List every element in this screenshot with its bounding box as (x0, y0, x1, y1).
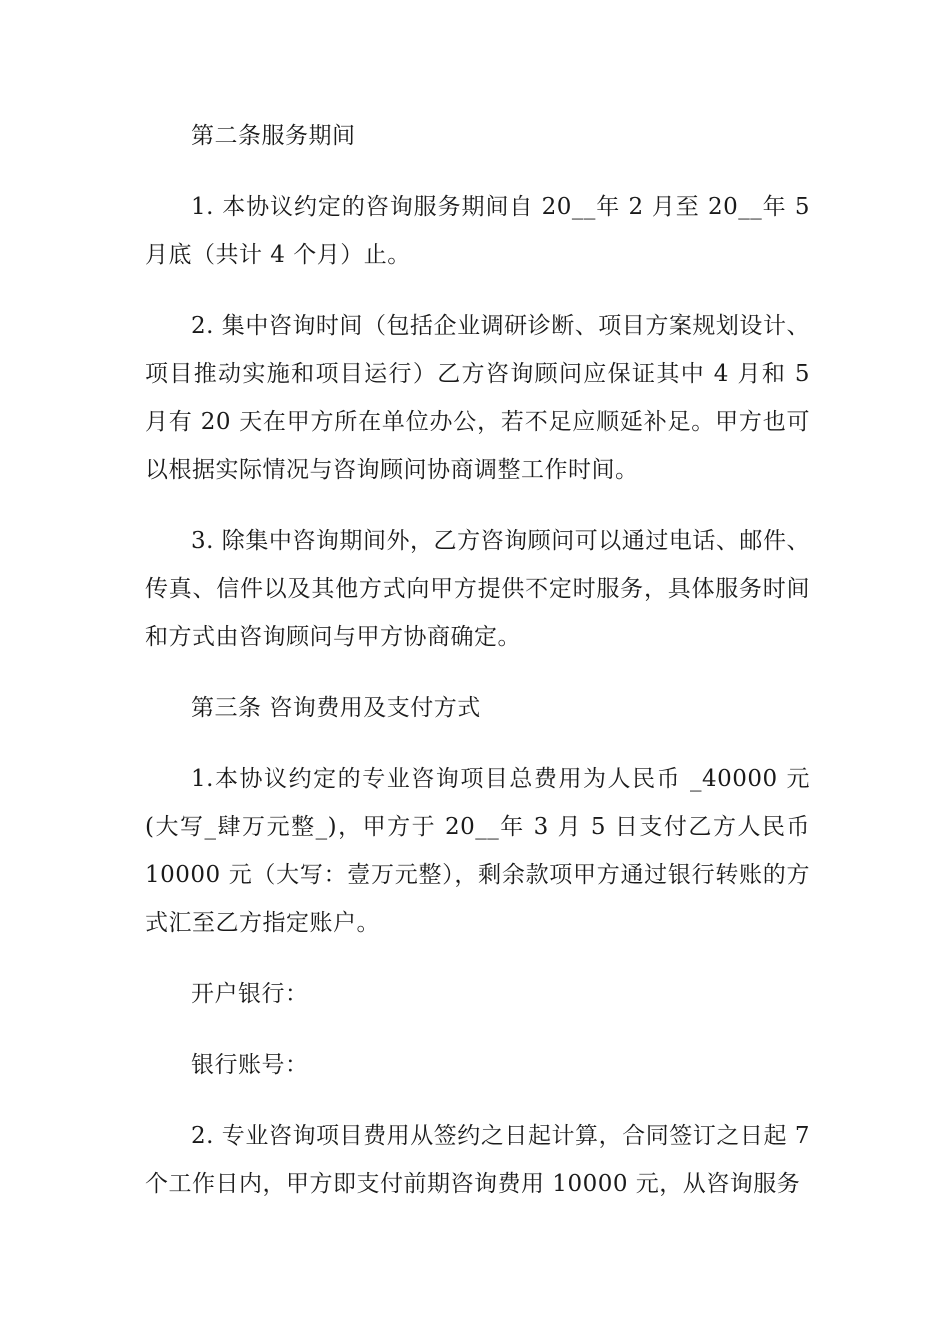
clause-fees-2: 2. 专业咨询项目费用从签约之日起计算，合同签订之日起 7 个工作日内，甲方即支付前期咨询费用 10000 元，从咨询服务 (145, 1123, 810, 1197)
section-heading-service-period: 第二条服务期间 (191, 123, 356, 149)
bank-name-line: 开户银行： (191, 981, 309, 1007)
clause-service-period-3: 3. 除集中咨询期间外，乙方咨询顾问可以通过电话、邮件、传真、信件以及其他方式向甲方提供不定时服务，具体服务时间和方式由咨询顾问与甲方协商确定。 (145, 528, 810, 650)
clause-service-period-1: 1. 本协议约定的咨询服务期间自 20__年 2 月至 20__年 5 月底（共计 4 个月）止。 (145, 194, 810, 268)
document-body (145, 112, 810, 1231)
clause-service-period-2: 2. 集中咨询时间（包括企业调研诊断、项目方案规划设计、项目推动实施和项目运行）乙方咨询顾问应保证其中 4 月和 5 月有 20 天在甲方所在单位办公，若不足应顺延补足。甲方也可以根据实际情况与咨询顾问协商调整工作时间。 (145, 313, 810, 483)
bank-account-line: 银行账号： (191, 1052, 309, 1078)
clause-fees-1: 1.本协议约定的专业咨询项目总费用为人民币 _40000 元(大写_肆万元整_)，甲方于 20__年 3 月 5 日支付乙方人民币 10000 元（大写：壹万元整），剩余款项甲方通过银行转账的方式汇至乙方指定账户。 (145, 766, 810, 936)
section-heading-fees-payment: 第三条 咨询费用及支付方式 (191, 695, 481, 721)
